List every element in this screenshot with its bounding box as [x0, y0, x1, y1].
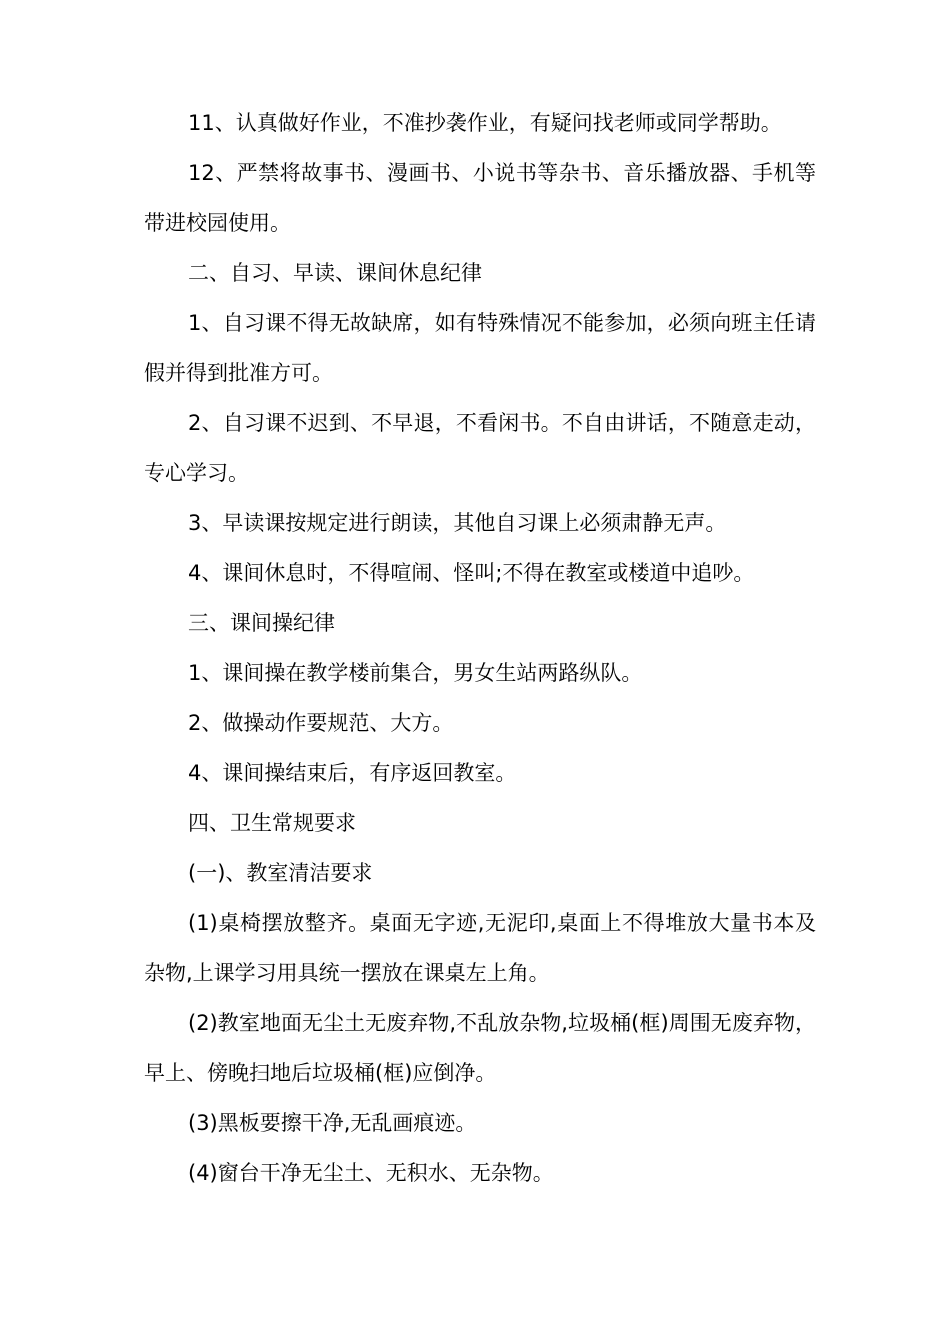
- document-body: [144, 98, 816, 1198]
- subsection-heading-classroom-cleaning: (一)、教室清洁要求: [188, 861, 373, 885]
- section-heading-hygiene: 四、卫生常规要求: [188, 811, 356, 835]
- paragraph-desks: (1)桌椅摆放整齐。桌面无字迹,无泥印,桌面上不得堆放大量书本及杂物,上课学习用具统一摆放在课桌左上角。: [144, 911, 816, 985]
- paragraph-blackboard: (3)黑板要擦干净,无乱画痕迹。: [188, 1111, 477, 1135]
- paragraph-exercise-assembly: 1、课间操在教学楼前集合，男女生站两路纵队。: [188, 661, 643, 685]
- paragraph-prohibited-items: 12、严禁将故事书、漫画书、小说书等杂书、音乐播放器、手机等带进校园使用。: [144, 161, 816, 235]
- section-heading-study-discipline: 二、自习、早读、课间休息纪律: [188, 261, 482, 285]
- paragraph-break-conduct: 4、课间休息时，不得喧闹、怪叫;不得在教室或楼道中追吵。: [188, 561, 755, 585]
- paragraph-windowsill: (4)窗台干净无尘土、无积水、无杂物。: [188, 1161, 554, 1185]
- paragraph-self-study-conduct: 2、自习课不迟到、不早退，不看闲书。不自由讲话，不随意走动，专心学习。: [144, 411, 816, 485]
- section-heading-exercise-discipline: 三、课间操纪律: [188, 611, 335, 635]
- paragraph-exercise-movements: 2、做操动作要规范、大方。: [188, 711, 454, 735]
- paragraph-exercise-return: 4、课间操结束后，有序返回教室。: [188, 761, 517, 785]
- paragraph-floor: (2)教室地面无尘土无废弃物,不乱放杂物,垃圾桶(框)周围无废弃物，早上、傍晚扫地后垃圾桶(框)应倒净。: [144, 1011, 816, 1085]
- paragraph-morning-reading: 3、早读课按规定进行朗读，其他自习课上必须肃静无声。: [188, 511, 727, 535]
- paragraph-self-study-attendance: 1、自习课不得无故缺席，如有特殊情况不能参加，必须向班主任请假并得到批准方可。: [144, 311, 816, 385]
- paragraph-homework: 11、认真做好作业，不准抄袭作业，有疑问找老师或同学帮助。: [188, 111, 782, 135]
